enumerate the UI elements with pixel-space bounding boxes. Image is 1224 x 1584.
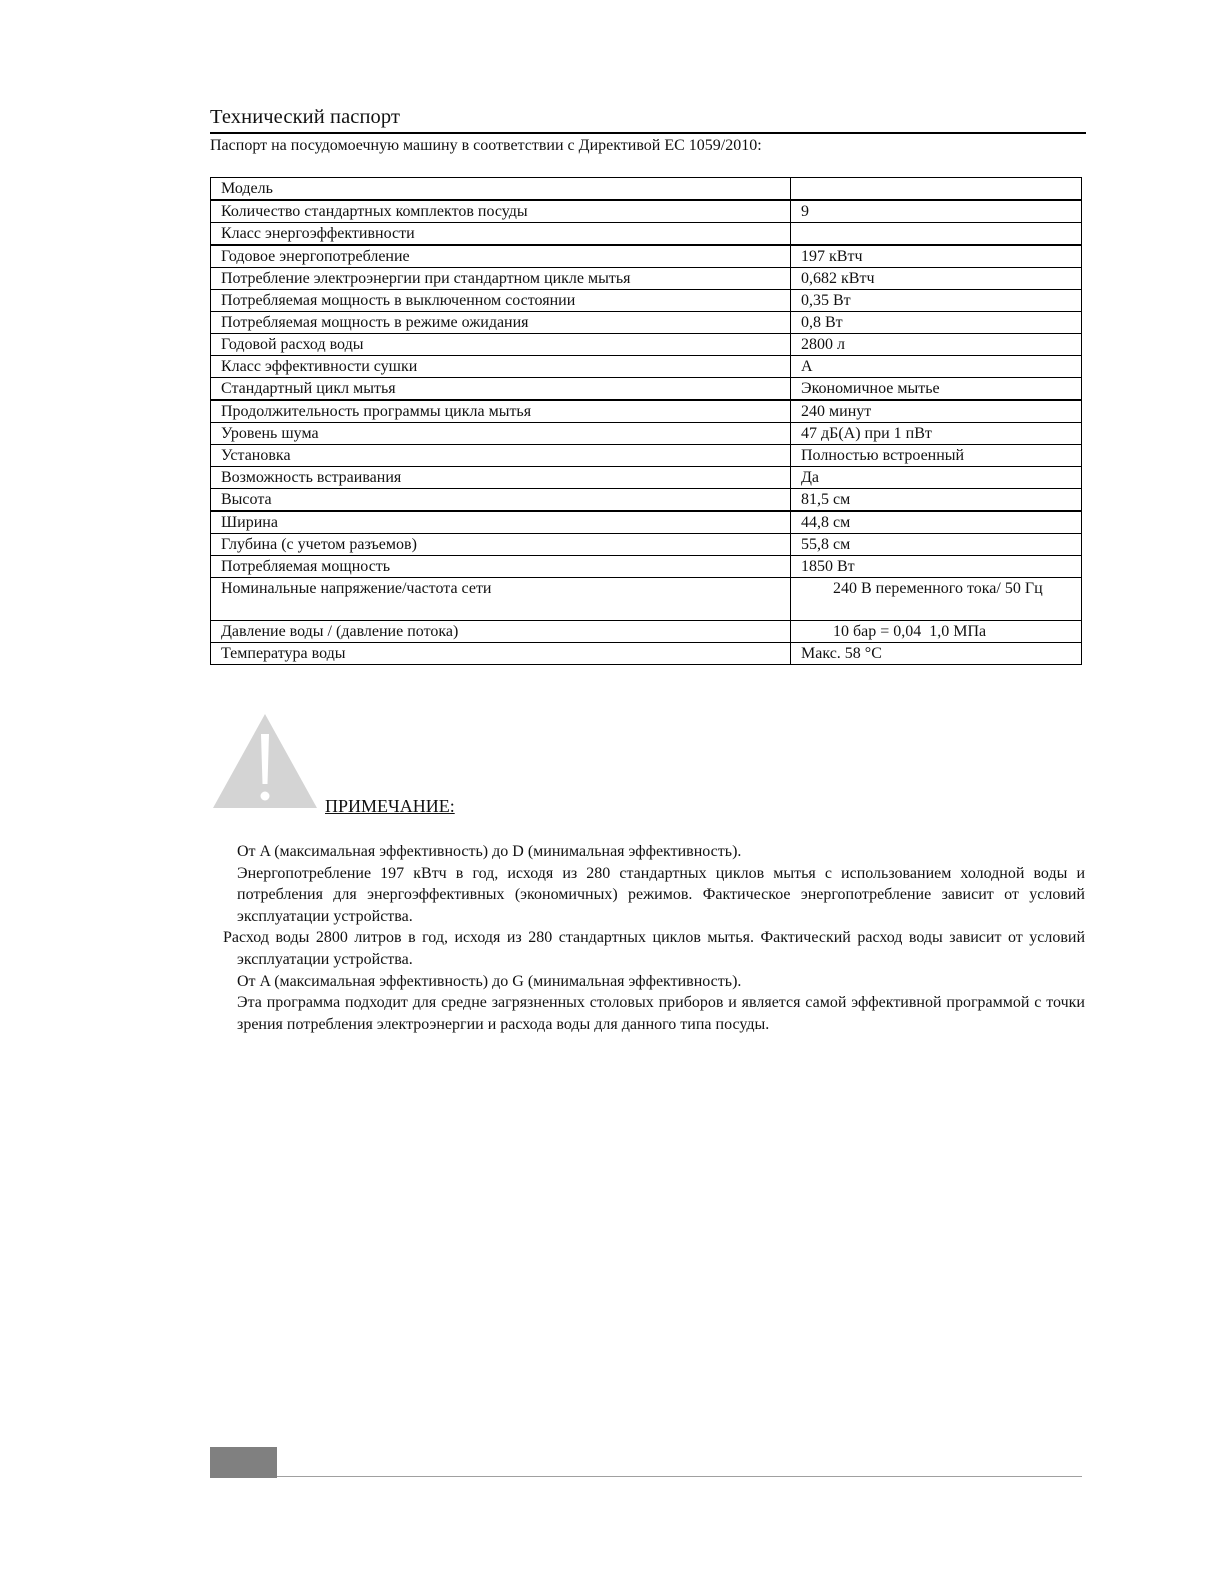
spec-label: Уровень шума	[211, 423, 791, 445]
note-paragraph: От A (максимальная эффективность) до D (минимальная эффективность).	[237, 843, 742, 860]
table-row	[211, 400, 1082, 423]
spec-label: Потребляемая мощность в выключенном состоянии	[211, 290, 791, 312]
spec-value: 1850 Вт	[791, 556, 1082, 578]
spec-value	[791, 178, 1082, 201]
spec-label: Годовой расход воды	[211, 334, 791, 356]
page-subtitle: Паспорт на посудомоечную машину в соответствии с Директивой ЕС 1059/2010:	[210, 137, 762, 154]
spec-value: 47 дБ(А) при 1 пВт	[791, 423, 1082, 445]
spec-label: Потребляемая мощность	[211, 556, 791, 578]
spec-label: Стандартный цикл мытья	[211, 378, 791, 401]
table-row	[211, 578, 1082, 621]
note-paragraph: Эта программа подходит для средне загрязненных столовых приборов и является самой эффективной программой с точки зрения потребления электроэнергии и расхода воды для данного типа посуды.	[237, 994, 1085, 1033]
table-row	[211, 621, 1082, 643]
spec-label: Количество стандартных комплектов посуды	[211, 200, 791, 223]
spec-label: Возможность встраивания	[211, 467, 791, 489]
spec-value: 0,682 кВтч	[791, 268, 1082, 290]
table-row	[211, 268, 1082, 290]
spec-value: 240 минут	[791, 400, 1082, 423]
note-paragraph: Расход воды 2800 литров в год, исходя из 280 стандартных циклов мытья. Фактический расход воды зависит от условий эксплуатации устройства.	[223, 929, 1085, 968]
table-row	[211, 200, 1082, 223]
spec-value: 44,8 см	[791, 511, 1082, 534]
spec-label: Потребляемая мощность в режиме ожидания	[211, 312, 791, 334]
spec-label: Продолжительность программы цикла мытья	[211, 400, 791, 423]
note-heading: ПРИМЕЧАНИЕ:	[325, 796, 455, 816]
note-paragraph: Энергопотребление 197 кВтч в год, исходя из 280 стандартных циклов мытья с использованием холодной воды и потребления для энергоэффективных (экономичных) режимов. Фактическое энергопотребление зависит от условий эксплуатации устройства.	[237, 864, 1085, 925]
spec-value: 0,35 Вт	[791, 290, 1082, 312]
table-row	[211, 312, 1082, 334]
footer-divider	[277, 1476, 1082, 1477]
table-row	[211, 290, 1082, 312]
spec-value: 10 бар = 0,04 1,0 МПа	[791, 621, 1082, 643]
spec-label: Температура воды	[211, 643, 791, 665]
spec-label: Модель	[211, 178, 791, 201]
spec-value: 81,5 см	[791, 489, 1082, 512]
spec-value: Да	[791, 467, 1082, 489]
spec-label: Номинальные напряжение/частота сети	[211, 578, 791, 621]
spec-value	[791, 223, 1082, 246]
spec-label: Установка	[211, 445, 791, 467]
table-row	[211, 511, 1082, 534]
spec-label: Потребление электроэнергии при стандартном цикле мытья	[211, 268, 791, 290]
table-row	[211, 378, 1082, 401]
spec-value: 2800 л	[791, 334, 1082, 356]
spec-value: 55,8 см	[791, 534, 1082, 556]
spec-label: Ширина	[211, 511, 791, 534]
table-row	[211, 467, 1082, 489]
table-row	[211, 423, 1082, 445]
spec-value: A	[791, 356, 1082, 378]
table-row	[211, 556, 1082, 578]
spec-label: Высота	[211, 489, 791, 512]
table-row	[211, 178, 1082, 201]
table-row	[211, 334, 1082, 356]
spec-table	[210, 177, 1082, 665]
table-row	[211, 245, 1082, 268]
spec-value: Полностью встроенный	[791, 445, 1082, 467]
spec-label: Глубина (с учетом разъемов)	[211, 534, 791, 556]
table-row	[211, 489, 1082, 512]
page-title: Технический паспорт	[210, 106, 401, 128]
table-row	[211, 223, 1082, 246]
spec-value: 240 В переменного тока/ 50 Гц	[791, 578, 1082, 621]
table-row	[211, 643, 1082, 665]
spec-value: 0,8 Вт	[791, 312, 1082, 334]
spec-value: Макс. 58 °C	[791, 643, 1082, 665]
spec-value: Экономичное мытье	[791, 378, 1082, 401]
note-paragraph: От A (максимальная эффективность) до G (минимальная эффективность).	[237, 972, 742, 990]
warning-triangle-icon	[211, 712, 319, 810]
spec-label: Годовое энергопотребление	[211, 245, 791, 268]
notes-block	[223, 841, 1085, 1035]
table-row	[211, 534, 1082, 556]
table-row	[211, 445, 1082, 467]
spec-label: Давление воды / (давление потока)	[211, 621, 791, 643]
spec-label: Класс энергоэффективности	[211, 223, 791, 246]
table-row	[211, 356, 1082, 378]
spec-value: 197 кВтч	[791, 245, 1082, 268]
spec-label: Класс эффективности сушки	[211, 356, 791, 378]
footer-page-marker	[210, 1447, 277, 1478]
spec-value: 9	[791, 200, 1082, 223]
title-divider	[210, 132, 1086, 134]
